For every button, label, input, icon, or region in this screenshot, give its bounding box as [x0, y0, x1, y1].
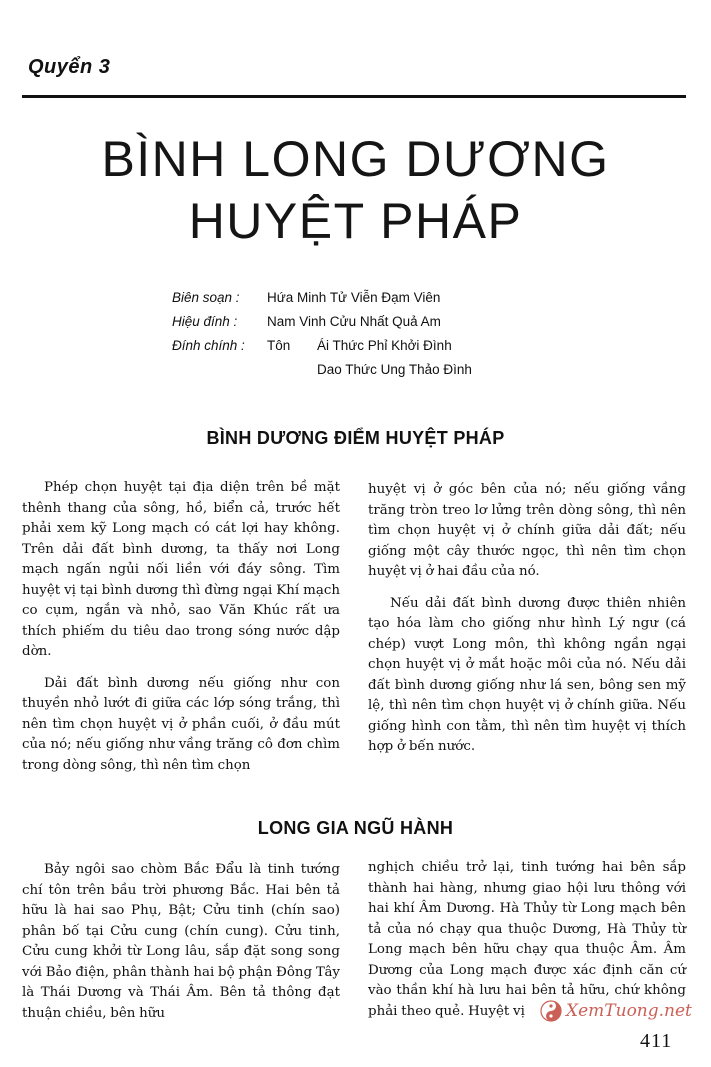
page-number: 411 — [640, 1030, 673, 1052]
credits-block — [172, 286, 472, 382]
credit-label — [172, 358, 267, 382]
credit-value: Dao Thức Ung Thảo Đình — [317, 362, 472, 377]
chapter-title-line-2: HUYỆT PHÁP — [188, 193, 523, 249]
credit-label: Biên soạn : — [172, 290, 240, 305]
credit-value: Ái Thức Phỉ Khởi Đình — [317, 338, 452, 353]
credit-prefix: Tôn — [267, 338, 291, 353]
section-1-right-column — [368, 480, 686, 769]
section-1-left-column — [22, 478, 340, 787]
paragraph: Phép chọn huyệt tại địa diện trên bề mặt thênh thang của sông, hồ, biển cả, trước hết phải xem kỹ Long mạch có cát lợi hay không. Trên dải đất bình dương, ta thấy nơi Long mạch ngấn ngủi nối liền với đáy sông. Tìm huyệt vị tại bình dương thì đừng ngại Khí mạch co cụm, ngắn và nhỏ, sao Văn Khúc rất ưa thích phiếm du tiêu dao trong sóng nước dập dờn. — [22, 480, 340, 659]
chapter-title — [0, 128, 711, 252]
credit-label: Hiệu đính : — [172, 314, 238, 329]
paragraph: huyệt vị ở góc bên của nó; nếu giống vầng trăng tròn treo lơ lửng trên dòng sông, thì nên tìm chọn huyệt vị ở chính giữa dải đất; nếu giống một cây thước ngọc, thì nên tìm chọn huyệt vị ở hai đầu của nó. — [368, 482, 686, 579]
yin-yang-icon — [540, 1000, 562, 1022]
credit-label: Đính chính : — [172, 338, 245, 353]
watermark — [540, 1000, 692, 1022]
section-heading-2: LONG GIA NGŨ HÀNH — [257, 818, 454, 838]
credit-row-corrector-2 — [172, 358, 472, 382]
watermark-text: XemTuong.net — [566, 1001, 692, 1021]
paragraph: Bảy ngôi sao chòm Bắc Đẩu là tinh tướng chí tôn trên bầu trời phương Bắc. Hai bên tả hữu là hai sao Phụ, Bật; Cửu tinh (chín sao) phân bố tại Cửu cung (chín cung). Cửu tinh, Cửu cung khởi từ Long lâu, sắp đặt song song với Bảo điện, phân thành hai bộ phận Đông Tây là Thái Dương và Thái Âm. Bên tả thông đạt thuận chiều, bên hữu — [22, 862, 340, 1021]
credit-row-corrector — [172, 334, 472, 358]
volume-label: Quyển 3 — [28, 56, 111, 78]
paragraph: Dải đất bình dương nếu giống như con thuyền nhỏ lướt đi giữa các lớp sóng trắng, thì nên tìm chọn huyệt vị ở phần cuối, ở đầu mút của nó; nếu giống như vầng trăng cô đơn chìm trong dòng sông, thì nên tìm chọn — [22, 675, 340, 773]
section-2-left-column — [22, 860, 340, 1035]
paragraph: Nếu dải đất bình dương được thiên nhiên tạo hóa làm cho giống như hình Lý ngư (cá chép) vượt Long môn, thì không ngần ngại chọn huyệt vị ở mắt hoặc môi của nó. Nếu dải đất bình dương giống như lá sen, bông sen mỹ lệ, thì nên tìm chọn huyệt vị ở chính giữa. Nếu giống hình con tằm, thì nên tìm huyệt vị thích hợp ở bến nước. — [368, 595, 686, 754]
credit-value: Hứa Minh Tử Viễn Đạm Viên — [267, 290, 441, 305]
credit-value: Nam Vinh Cửu Nhất Quả Am — [267, 314, 441, 329]
credit-row-reviser — [172, 310, 472, 334]
credit-row-editor — [172, 286, 472, 310]
paragraph: nghịch chiều trở lại, tinh tướng hai bên sắp thành hai hàng, nhưng giao hội lưu thông với hai khí Âm Dương. Hà Thủy từ Long mạch bên tả của nó chạy qua thuộc Dương, Hà Thủy từ Long mạch bên hữu chạy qua thuộc Âm. Âm Dương của Long mạch được xác định căn cứ vào thần khí hà lưu hai bên tả hữu, chứ không phải theo quẻ. Huyệt vị — [368, 860, 686, 1019]
section-heading-1: BÌNH DƯƠNG ĐIỂM HUYỆT PHÁP — [206, 428, 505, 448]
chapter-title-line-1: BÌNH LONG DƯƠNG — [101, 131, 610, 187]
credit-prefix — [267, 358, 317, 382]
header-rule — [22, 95, 686, 98]
